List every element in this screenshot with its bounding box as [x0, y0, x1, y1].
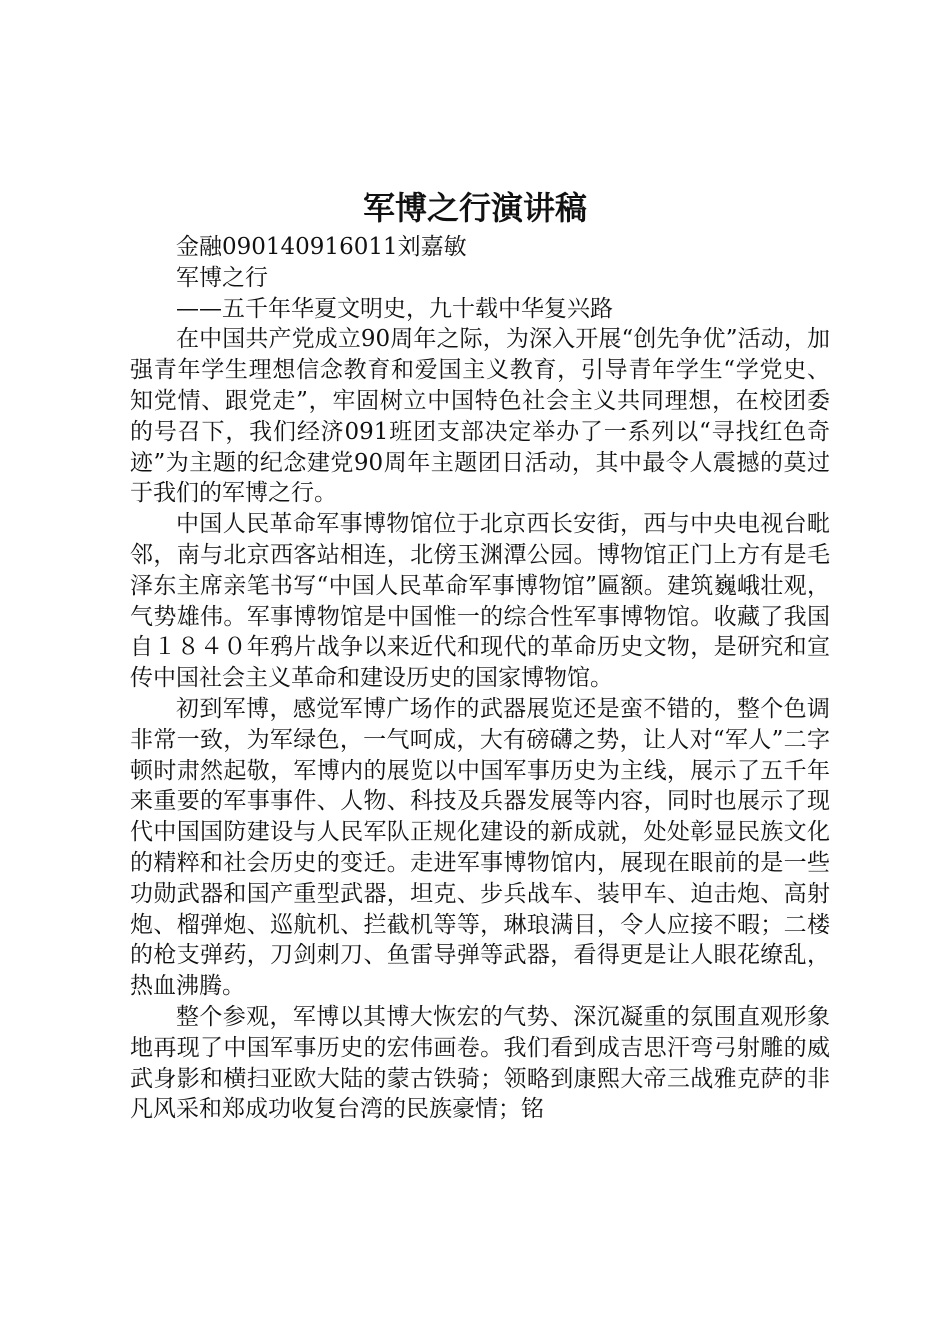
paragraph-museum: 中国人民革命军事博物馆位于北京西长安街，西与中央电视台毗邻，南与北京西客站相连，北傍玉渊潭公园。博物馆正门上方有是毛泽东主席亲笔书写“中国人民革命军事博物馆”匾额。建筑巍峨壮观，气势雄伟。军事博物馆是中国惟一的综合性军事博物馆。收藏了我国自１８４０年鸦片战争以来近代和现代的革命历史文物，是研究和宣传中国社会主义革命和建设历史的国家博物馆。 [130, 511, 830, 692]
paragraph-visit: 初到军博，感觉军博广场作的武器展览还是蛮不错的，整个色调非常一致，为军绿色，一气呵成，大有磅礴之势，让人对“军人”二字顿时肃然起敬，军博内的展览以中国军事历史为主线，展示了五千年来重要的军事事件、人物、科技及兵器发展等内容，同时也展示了现代中国国防建设与人民军队正规化建设的新成就，处处彰显民族文化的精粹和社会历史的变迁。走进军事博物馆内，展现在眼前的是一些功勋武器和国产重型武器，坦克、步兵战车、装甲车、迫击炮、高射炮、榴弹炮、巡航机、拦截机等等，琳琅满目，令人应接不暇；二楼的枪支弹药，刀剑刺刀、鱼雷导弹等武器，看得更是让人眼花缭乱，热血沸腾。 [130, 695, 830, 1000]
paragraph-intro: 在中国共产党成立90周年之际，为深入开展“创先争优”活动，加强青年学生理想信念教育和爱国主义教育，引导青年学生“学党史、知党情、跟党走”，牢固树立中国特色社会主义共同理想，在校团委的号召下，我们经济091班团支部决定举办了一系列以“寻找红色奇迹”为主题的纪念建党90周年主题团日活动，其中最令人震撼的莫过于我们的军博之行。 [130, 326, 830, 507]
tagline: ——五千年华夏文明史，九十载中华复兴路 [176, 295, 613, 322]
author-line: 金融090140916011刘嘉敏 [176, 234, 467, 260]
subtitle-line: 军博之行 [176, 264, 268, 291]
document-body [130, 232, 830, 1125]
document-title: 军博之行演讲稿 [362, 189, 587, 227]
paragraph-overall: 整个参观，军博以其博大恢宏的气势、深沉凝重的氛围直观形象地再现了中国军事历史的宏伟画卷。我们看到成吉思汗弯弓射雕的威武身影和横扫亚欧大陆的蒙古铁骑；领略到康熙大帝三战雅克萨的非凡风采和郑成功收复台湾的民族豪情；铭 [130, 1003, 830, 1123]
